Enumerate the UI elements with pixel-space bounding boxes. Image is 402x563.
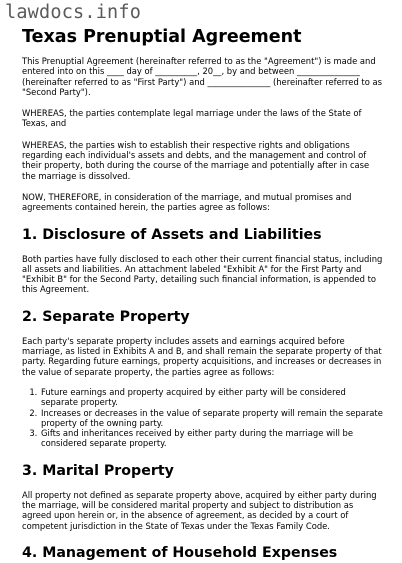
section-heading-separate-property: 2. Separate Property [22,308,190,325]
whereas-paragraph-2: WHEREAS, the parties wish to establish their respective rights and obligations regarding each individual's assets and debts, and the management and control of their property, both during the course of the marriage and potentially after in case the marriage is dissolved. [22,139,370,181]
document-body [22,25,384,563]
now-therefore-paragraph: NOW, THEREFORE, in consideration of the marriage, and mutual promises and agreements contained herein, the parties agree as follows: [22,191,352,213]
section-body-marital-property: All property not defined as separate property above, acquired by either party during the marriage, will be considered marital property and subject to distribution as agreed upon herein or, in the absence of agreement, as decided by a court of competent jurisdiction in the State of Texas under the Texas Family Code. [22,489,377,531]
site-watermark: lawdocs.info [5,2,142,23]
list-item: 1. Future earnings and property acquired by either party will be considered separate property. [40,387,384,408]
document-title: Texas Prenuptial Agreement [22,27,302,47]
section-heading-household-expenses: 4. Management of Household Expenses [22,544,338,561]
separate-property-list [22,387,384,449]
intro-paragraph: This Prenuptial Agreement (hereinafter referred to as the "Agreement") is made and entered into on this ____ day of __________, 20__, by and between _______________ (hereinafter referred to as "First Party") and _______________ (hereinafter referred to as "Second Party"). [22,56,382,97]
section-body-separate-property: Each party's separate property includes assets and earnings acquired before marriage, as listed in Exhibits A and B, and shall remain the separate property of that party. Regarding future earnings, property acquisitions, and increases or decreases in the value of separate property, the parties agree as follows: [22,335,382,377]
section-heading-disclosure: 1. Disclosure of Assets and Liabilities [22,226,322,243]
list-item: 3. Gifts and inheritances received by either party during the marriage will be considered separate property. [40,428,384,449]
list-item: 2. Increases or decreases in the value of separate property will remain the separate property of the owning party. [40,408,384,429]
whereas-paragraph-1: WHEREAS, the parties contemplate legal marriage under the laws of the State of Texas, and [22,108,362,129]
section-heading-marital-property: 3. Marital Property [22,462,174,479]
section-body-disclosure: Both parties have fully disclosed to each other their current financial status, including all assets and liabilities. An attachment labeled "Exhibit A" for the First Party and "Exhibit B" for the Second Party, detailing such financial information, is appended to this Agreement. [22,253,383,295]
